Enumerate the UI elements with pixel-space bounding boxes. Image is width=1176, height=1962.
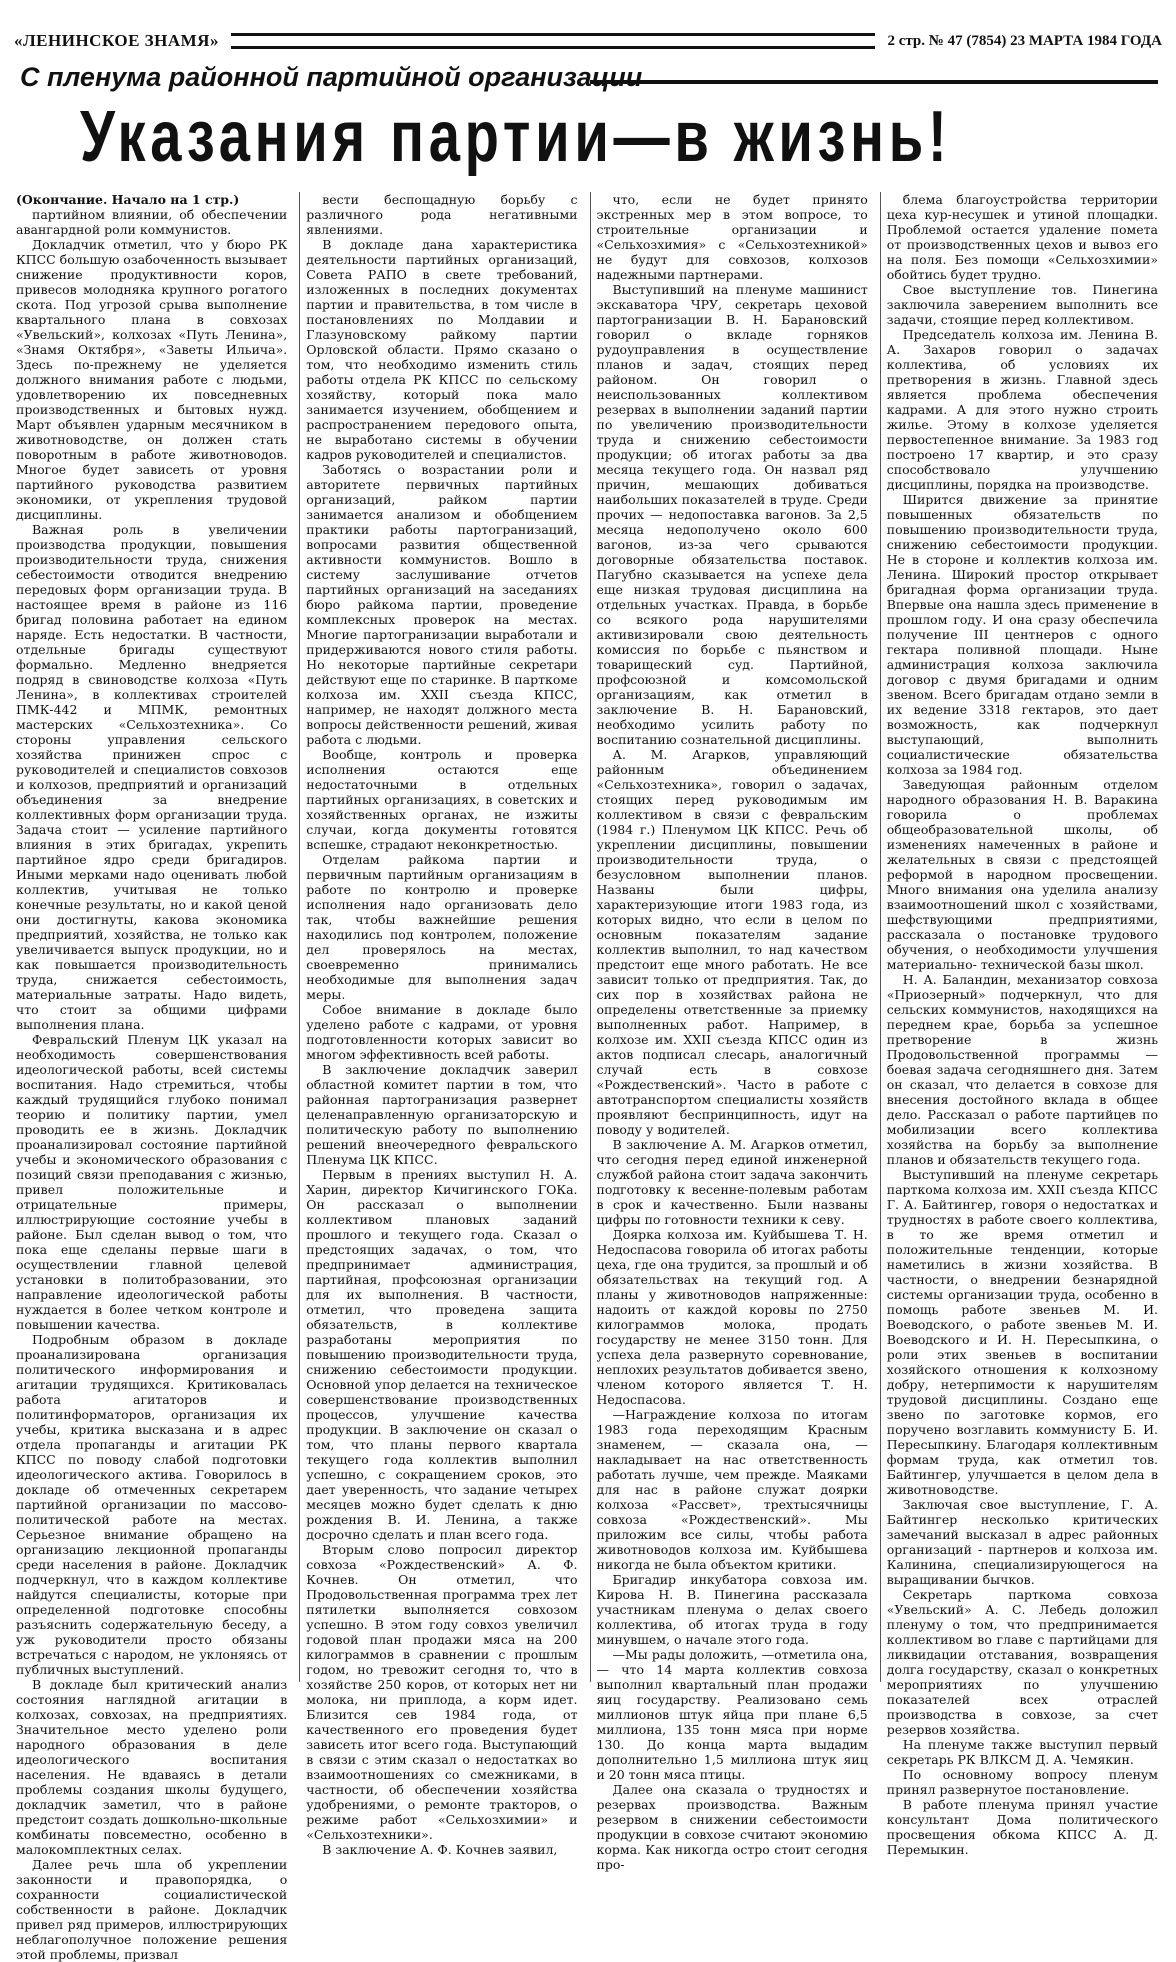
- paragraph: На пленуме также выступил первый секретарь РК ВЛКСМ Д. А. Чемякин.: [886, 1737, 1158, 1767]
- paragraph: В заключение докладчик заверил областной комитет партии в том, что районная партогранизация развернет целенаправленную организаторскую и политическую работу по выполнению решений внеочередного февральского Пленума ЦК КПСС.: [306, 1062, 578, 1167]
- paragraph: Первым в прениях выступил Н. А. Харин, директор Кичигинского ГОКа. Он рассказал о выполнении коллективом плановых заданий прошлого и текущего года. Сказал о предстоящих задачах, о том, что предпринимает администрация, партийная, профсоюзная организации для их выполнения. В частности, отметил, что проведена защита обязательств, в коллективе разработаны мероприятия по повышению производительности труда, снижению себестоимости продукции. Основной упор делается на техническое совершенствование производственных процессов, улучшение качества продукции. В заключение он сказал о том, что планы первого квартала текущего года коллектив выполнил успешно, с сокращением сроков, это дает уверенность, что задание четырех месяцев можно будет сделать к дню рождения В. И. Ленина, а также досрочно сделать и план всего года.: [306, 1167, 578, 1542]
- paragraph: А. М. Агарков, управляющий районным объединением «Сельхозтехника», говорил о задачах, стоящих перед руководимым им коллективом в связи с февральским (1984 г.) Пленумом ЦК КПСС. Речь об укреплении дисциплины, повышении производительности труда, о безусловном выполнении планов. Названы были цифры, характеризующие итоги 1983 года, из которых видно, что если в целом по основным показателям задание коллектив выполнил, то над качеством предстоит еще много работать. Не все зависит только от предприятия. Так, до сих пор в хозяйствах района не определены ответственные за приемку выполненных работ. Например, в колхозе им. XXII съезда КПСС один из актов подписал слесарь, аналогичный случай есть в совхозе «Рождественский». Часто в работе с автотранспортом специалисты хозяйств проявляют беспринципность, идут на поводу у водителей.: [596, 747, 868, 1137]
- paragraph: Заключая свое выступление, Г. А. Байтингер несколько критических замечаний высказал в адрес районных организаций - партнеров и колхоза им. Калинина, специализирующегося на выращивании бычков.: [886, 1497, 1158, 1587]
- paragraph: Далее она сказала о трудностях и резервах производства. Важным резервом в снижении себестоимости продукции в совхозе считают экономию корма. Как никогда остро стоит сегодня про-: [596, 1782, 868, 1872]
- paragraph: По основному вопросу пленум принял развернутое постановление.: [886, 1767, 1158, 1797]
- article-column-4: [880, 192, 1164, 1857]
- newspaper-name: «ЛЕНИНСКОЕ ЗНАМЯ»: [14, 31, 219, 50]
- paragraph: Н. А. Баландин, механизатор совхоза «Приозерный» подчеркнул, что для сельских коммунистов, находящихся на переднем крае, борьба за успешное претворение в жизнь Продовольственной программы — боевая задача сегодняшнего дня. Затем он сказал, что делается в совхозе для внесения достойного вклада в общее дело. Рассказал о работе партийцев по мобилизации всего коллектива хозяйства на борьбу за выполнение планов и обязательств текущего года.: [886, 972, 1158, 1167]
- paragraph: Вторым слово попросил директор совхоза «Рождественский» А. Ф. Кочнев. Он отметил, что Продовольственная программа трех лет пятилетки выполняется совхозом успешно. В этом году совхоз увеличил годовой план продажи мяса на 200 килограммов в сравнении с прошлым годом, но тревожит сегодня то, что в хозяйстве 250 коров, от которых нет ни молока, ни приплода, а корм идет. Близится сев 1984 года, от качественного его проведения будет зависеть итог всего года. Выступающий в связи с этим сказал о недостатках во взаимоотношениях со смежниками, в частности, об обеспечении хозяйства удобрениями, о ремонте тракторов, о режиме работ «Сельхозхимии» и «Сельхозтехники».: [306, 1542, 578, 1842]
- paragraph: вести беспощадную борьбу с различного рода негативными явлениями.: [306, 192, 578, 237]
- paragraph: Отделам райкома партии и первичным партийным организациям в работе по контролю и проверке исполнения надо организовать дело так, чтобы важнейшие решения находились под контролем, положение дел проверялось на местах, своевременно принимались необходимые для выполнения задач меры.: [306, 852, 578, 1002]
- paragraph: В заключение А. Ф. Кочнев заявил,: [322, 1842, 558, 1857]
- paragraph: —Мы рады доложить, —отметила она, — что 14 марта коллектив совхоза выполнил квартальный план продажи яиц государству. Реализовано семь миллионов штук яйца при плане 6,5 миллиона, 135 тонн мяса при норме 130. До конца марта выдадим дополнительно 1,5 миллиона штук яиц и 20 тонн мяса птицы.: [596, 1647, 868, 1782]
- section-rubric: С пленума районной партийной организации: [20, 62, 643, 92]
- article-column-3: [590, 192, 874, 1872]
- paragraph: —Награждение колхоза по итогам 1983 года переходящим Красным знаменем, — сказала она, — накладывает на нас ответственность работать лучше, чем прежде. Маяками для нас в районе служат доярки колхоза «Рассвет», трехтысячницы совхоза «Рождественский». Мы приложим все силы, чтобы работа животноводов колхоза им. Куйбышева никогда не была объектом критики.: [596, 1407, 868, 1572]
- article-column-2: [299, 192, 583, 1857]
- paragraph: Докладчик отметил, что у бюро РК КПСС большую озабоченность вызывает снижение продуктивности коров, привесов молодняка крупного рогатого скота. Под угрозой срыва выполнение квартального плана в совхозах «Увельский», колхозах «Путь Ленина», «Знамя Октября», «Заветы Ильича». Здесь по-прежнему не уделяется должного внимания работе с людьми, удовлетворению их повседневных производственных и бытовых нужд. Март объявлен ударным месячником в животноводстве, он должен стать поворотным в работе животноводов. Многое будет зависеть от уровня партийного руководства развитием экономики, от укрепления трудовой дисциплины.: [16, 237, 288, 522]
- paragraph: (Окончание. Начало на 1 стр.): [16, 192, 240, 207]
- paragraph: блема благоустройства территории цеха кур-несушек и утиной площадки. Проблемой остается удаление помета от производственных цехов и вывоз его на поля. Без помощи «Сельхозхимии» обойтись будет трудно.: [886, 192, 1158, 282]
- paragraph: Собое внимание в докладе было уделено работе с кадрами, от уровня подготовленности которых зависит во многом эффективность всей работы.: [306, 1002, 578, 1062]
- paragraph: В заключение А. М. Агарков отметил, что сегодня перед единой инженерной службой района стоит задача закончить подготовку к весенне-полевым работам в срок и качественно. Были названы цифры по готовности техники к севу.: [596, 1137, 868, 1227]
- paragraph: Подробным образом в докладе проанализирована организация политического информирования и агитации трудящихся. Критиковалась работа агитаторов и политинформаторов, организация их учебы, критика высказана и в адрес отдела пропаганды и агитации РК КПСС по поводу слабой подготовки идеологического актива. Говорилось в докладе об отмеченных секретарем партийной организации по массово-политической работе на местах. Серьезное внимание обращено на организацию лекционной пропаганды среди населения в районе. Докладчик подчеркнул, что в каждом коллективе найдутся специалисты, которые при определенной подготовке способны разъяснить содержательную беседу, а уж руководители просто обязаны встречаться с народом, не уклоняясь от публичных выступлений.: [16, 1332, 288, 1677]
- paragraph: Вообще, контроль и проверка исполнения остаются еще недостаточными в отдельных партийных организациях, в советских и хозяйственных органах, не изжиты случаи, когда документы готовятся вспешке, страдают неконкретностью.: [306, 747, 578, 852]
- paragraph: В работе пленума принял участие консультант Дома политического просвещения обкома КПСС А. Д. Перемыкин.: [886, 1797, 1158, 1857]
- article-column-1: [16, 192, 293, 1962]
- paragraph: Февральский Пленум ЦК указал на необходимость совершенствования идеологической работы, всей системы воспитания. Надо стремиться, чтобы каждый трудящийся глубоко понимал теорию и политику партии, умел проводить ее в жизнь. Докладчик проанализировал состояние партийной учебы и экономического образования с позиций связи преподавания с жизнью, привел положительные и отрицательные примеры, иллюстрирующие состояние учебы в районе. Был сделан вывод о том, что пока еще сделаны первые шаги в осуществлении главной целевой установки в политобразовании, это направление идеологической работы нуждается в более четком контроле и повышении качества.: [16, 1032, 288, 1332]
- paragraph: Заведующая районным отделом народного образования Н. В. Варакина говорила о проблемах общеобразовательной школы, об изменениях намеченных в районе и желательных в связи с предстоящей реформой в народном просвещении. Много внимания она уделила анализу взаимоотношений школ с хозяйствами, шефствующими предприятиями, рассказала о постановке трудового обучения, о необходимости улучшения материально- технической базы школ.: [886, 777, 1158, 972]
- paragraph: Важная роль в увеличении производства продукции, повышения производительности труда, снижения себестоимости отводится внедрению передовых форм организации труда. В настоящее время в районе из 116 бригад половина работает на едином наряде. Есть недостатки. В частности, отдельные бригады существуют формально. Медленно внедряется подряд в свиноводстве колхоза «Путь Ленина», в коллективах строителей ПМК-442 и МПМК, ремонтных мастерских «Сельхозтехника». Со стороны управления сельского хозяйства принижен спрос с руководителей и специалистов совхозов и колхозов, предприятий и организаций объединения за внедрение коллективных форм организации труда. Задача стоит — усиление партийного влияния в этих бригадах, укрепить партийное ядро среди бригадиров. Иными мерками надо оценивать любой коллектив, учитывая не только конечные результаты, но и какой ценой они достигнуты, какова экономика предприятий, хозяйства, не только как увеличивается выпуск продукции, но и как повышается производительность труда, снижается себестоимость, материальные затраты. Надо видеть, что стоит за общими цифрами выполнения плана.: [16, 522, 288, 1032]
- paragraph: Ширится движение за принятие повышенных обязательств по повышению производительности труда, снижению себестоимости продукции. Не в стороне и коллектив колхоза им. Ленина. Широкий простор открывает бригадная форма организации труда. Впервые она нашла здесь применение в прошлом году. И она сразу обеспечила получение III центнеров с одного гектара поливной площади. Ныне администрация колхоза заключила договор с двумя бригадами и одним звеном. Всего бригадам отдано земли в их ведение 3318 гектаров, это дает возможность, как подчеркнул выступающий, выполнить социалистические обязательства колхоза за 1984 год.: [886, 492, 1158, 777]
- paragraph: Бригадир инкубатора совхоза им. Кирова Н. В. Пинегина рассказала участникам пленума о делах своего коллектива, об итогах труда в году минувшем, о начале этого года.: [596, 1572, 868, 1647]
- paragraph: Свое выступление тов. Пинегина заключила заверением выполнить все задачи, стоящие перед коллективом.: [886, 282, 1158, 327]
- paragraph: В докладе дана характеристика деятельности партийных организаций, Совета РАПО в свете требований, изложенных в последних документах партии и правительства, в том числе в постановлениях по Молдавии и Глазуновскому райкому партии Орловской области. Прямо сказано о том, что необходимо изменить стиль работы отдела РК КПСС по сельскому хозяйству, который пока мало занимается изучением, обобщением и распространением передового опыта, не выработано системы в обучении кадров руководителей и специалистов.: [306, 237, 578, 462]
- article-body: [16, 192, 1164, 1962]
- paragraph: Выступивший на пленуме машинист экскаватора ЧРУ, секретарь цеховой партогранизации В. Н. Барановский говорил о вкладе горняков рудоуправления в осуществление планов и задач, стоящих перед районом. Он говорил о неиспользованных коллективом резервах в выполнении заданий партии по увеличению производительности труда и снижению себестоимости продукции; об итогах работы за два месяца текущего года. Он назвал ряд причин, мешающих добиваться наибольших показателей в труде. Среди прочих — недопоставка вагонов. За 2,5 месяца недополучено около 600 вагонов, из-за чего срываются договорные обязательства поставок. Пагубно сказывается на успехе дела еще низкая трудовая дисциплина на отдельных участках. Правда, в борьбе со всякого рода нарушителями активизировали свою деятельность комиссия по борьбе с пьянством и товарищеский суд. Партийной, профсоюзной и комсомольской организациям, как отметил в заключение В. Н. Барановский, необходимо усилить работу по воспитанию сознательной дисциплины.: [596, 282, 868, 747]
- article-headline: Указания партии—в жизнь!: [80, 97, 952, 177]
- masthead: [14, 30, 1162, 52]
- paragraph: партийном влиянии, об обеспечении авангардной роли коммунистов.: [16, 207, 288, 237]
- paragraph: Далее речь шла об укреплении законности и правопорядка, о сохранности социалистической собственности в районе. Докладчик привел ряд примеров, иллюстрирующих неблагополучное положение решения этой проблемы, призвал: [16, 1857, 288, 1962]
- paragraph: Доярка колхоза им. Куйбышева Т. Н. Недоспасова говорила об итогах работы цеха, где она трудится, за прошлый и об обязательствах на текущий год. А планы у животноводов напряженные: надоить от каждой коровы по 2750 килограммов молока, продать государству не менее 3150 тонн. Для успеха дела развернуто соревнование, неплохих результатов добивается звено, членом которого является Т. Н. Недоспасова.: [596, 1227, 868, 1407]
- paragraph: Выступивший на пленуме секретарь парткома колхоза им. XXII съезда КПСС Г. А. Байтингер, говоря о недостатках и трудностях в работе своего коллектива, в то же время отметил и положительные тенденции, которые наметились в жизни хозяйства. В частности, о внедрении безнарядной системы организации труда, особенно в помощь работе звеньев М. И. Воеводского, о работе звеньев М. И. Воеводского и И. Н. Пересыпкина, о роли этих звеньев в воспитании хозяйского отношения к колхозному добру, нетерпимости к нарушителям трудовой дисциплины. Создано еще звено по заготовке кормов, его поручено возглавить коммунисту Б. И. Пересыпкину. Благодаря коллективным формам труда, как отметил тов. Байтингер, улучшается в целом дела в животноводстве.: [886, 1167, 1158, 1497]
- rubric-divider: [590, 80, 1158, 84]
- paragraph: Заботясь о возрастании роли и авторитете первичных партийных организаций, райком партии занимается анализом и обобщением практики работы партогранизаций, вопросами развития общественной активности коммунистов. Вошло в систему заслушивание отчетов партийных организаций на заседаниях бюро райкома партии, проведение комплексных проверок на местах. Многие партогранизации выработали и придерживаются нового стиля работы. Но некоторые партийные секретари действуют еще по старинке. В парткоме колхоза им. XXII съезда КПСС, например, не находят должного места вопросы действенности решений, живая работа с людьми.: [306, 462, 578, 747]
- paragraph: что, если не будет принято экстренных мер в этом вопросе, то строительные организации и «Сельхозхимия» с «Сельхозтехникой» не будут для совхозов, колхозов надежными партнерами.: [596, 192, 868, 282]
- masthead-rule: [231, 33, 875, 49]
- paragraph: Председатель колхоза им. Ленина В. А. Захаров говорил о задачах коллектива, об условиях их претворения в жизнь. Главной здесь является проблема обеспечения кадрами. А для этого нужно строить жилье. Этому в колхозе уделяется первостепенное внимание. За 1983 год построено 17 квартир, и это сразу способствовало улучшению дисциплины, порядка на производстве.: [886, 327, 1158, 492]
- issue-date: 2 стр. № 47 (7854) 23 МАРТА 1984 ГОДА: [887, 32, 1162, 49]
- paragraph: В докладе был критический анализ состояния наглядной агитации в колхозах, совхозах, на предприятиях. Значительное место уделено роли народного образования в деле идеологического воспитания населения. Не вдаваясь в детали проблемы создания школы будущего, докладчик заметил, что в районе предстоит создать дошкольно-школьные комбинаты повсеместно, особенно в малокомплектных селах.: [16, 1677, 288, 1857]
- paragraph: Секретарь парткома совхоза «Увельский» А. С. Лебедь доложил пленуму о том, что предпринимается коллективом во главе с партийцами для ликвидации отставания, возвращения долга государству, сказал о конкретных мероприятиях по улучшению показателей всех отраслей производства в совхозе, за счет резервов хозяйства.: [886, 1587, 1158, 1737]
